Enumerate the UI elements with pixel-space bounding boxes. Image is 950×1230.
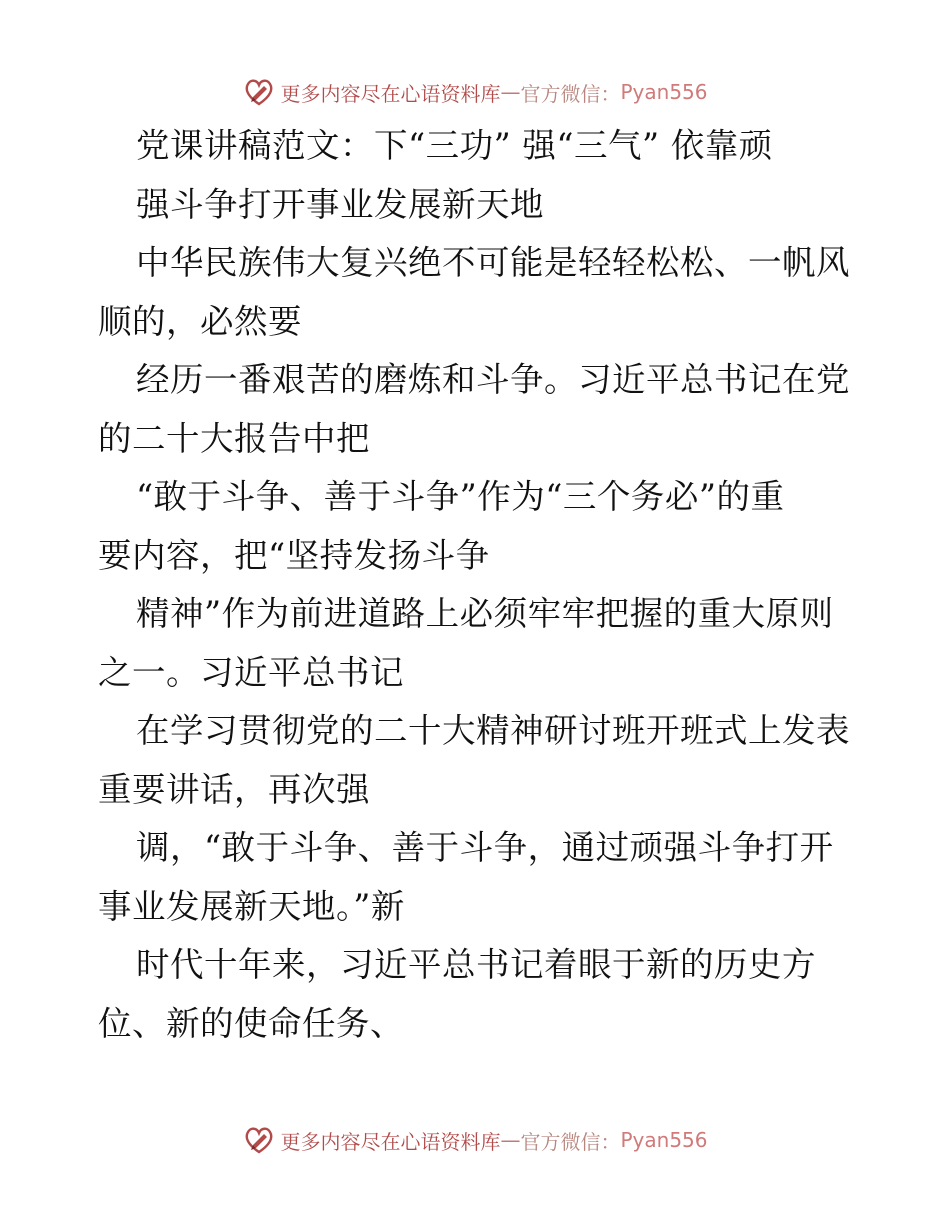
title-line-1: 党课讲稿范文：下“三功” 强“三气” 依靠顽: [136, 126, 773, 165]
heart-pen-logo-icon: [242, 75, 276, 109]
banner-wechat-id: Pyan556: [620, 1128, 708, 1152]
banner-wechat-label: 官方微信：: [520, 1129, 621, 1154]
body-line: 之一。习近平总书记: [98, 652, 404, 692]
body-line: 位、新的使命任务、: [98, 1003, 404, 1043]
banner-dash: —: [500, 1128, 521, 1152]
body-line: 在学习贯彻党的二十大精神研讨班开班式上发表: [136, 711, 850, 750]
body-line: 事业发展新天地。”新: [98, 886, 405, 926]
body-line: 调，“敢于斗争、善于斗争，通过顽强斗争打开: [136, 828, 834, 867]
banner-wechat-id: Pyan556: [620, 80, 708, 104]
document-body: [98, 117, 858, 1053]
banner-dash: —: [500, 80, 521, 104]
body-line: 顺的，必然要: [98, 301, 302, 341]
body-line: 精神”作为前进道路上必须牢牢把握的重大原则: [136, 594, 834, 633]
body-line: 要内容，把“坚持发扬斗争: [98, 535, 490, 575]
banner-main-text: 更多内容尽在心语资料库: [280, 1129, 501, 1154]
body-line: “敢于斗争、善于斗争”作为“三个务必”的重: [136, 477, 785, 516]
heart-pen-logo-icon: [242, 1123, 276, 1157]
body-line: 经历一番艰苦的磨炼和斗争。习近平总书记在党: [136, 360, 850, 399]
body-line: 重要讲话，再次强: [98, 769, 370, 809]
footer-banner: [0, 1120, 950, 1160]
banner-wechat-label: 官方微信：: [520, 81, 621, 106]
banner-main-text: 更多内容尽在心语资料库: [280, 81, 501, 106]
body-line: 时代十年来，习近平总书记着眼于新的历史方: [136, 945, 816, 984]
body-line: 的二十大报告中把: [98, 418, 370, 458]
body-line: 中华民族伟大复兴绝不可能是轻轻松松、一帆风: [136, 243, 850, 282]
header-banner: [0, 72, 950, 112]
title-line-2: 强斗争打开事业发展新天地: [136, 184, 544, 224]
